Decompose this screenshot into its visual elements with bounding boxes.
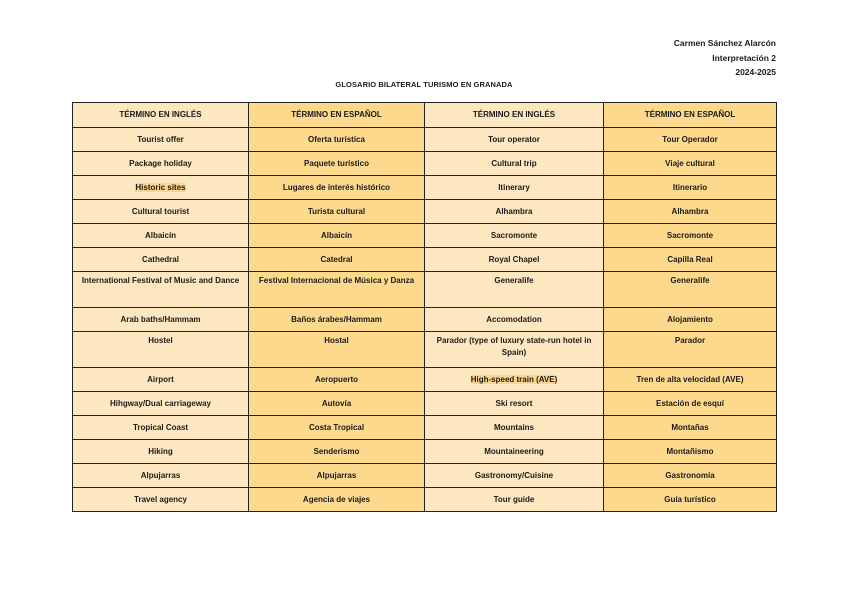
cell-spanish: Capilla Real xyxy=(604,248,777,272)
cell-english: Royal Chapel xyxy=(425,248,604,272)
cell-english: Tourist offer xyxy=(73,128,249,152)
header-spanish-2: TÉRMINO EN ESPAÑOL xyxy=(604,103,777,128)
cell-english: Parador (type of luxury state-run hotel in Spain) xyxy=(425,332,604,368)
cell-english: Generalife xyxy=(425,272,604,308)
cell-english: Alhambra xyxy=(425,200,604,224)
table-row xyxy=(73,272,777,308)
table-row xyxy=(73,488,777,512)
cell-english: International Festival of Music and Dance xyxy=(73,272,249,308)
table-row xyxy=(73,248,777,272)
header-spanish-1: TÉRMINO EN ESPAÑOL xyxy=(249,103,425,128)
cell-spanish: Festival Internacional de Música y Danza xyxy=(249,272,425,308)
cell-spanish: Sacromonte xyxy=(604,224,777,248)
highlighted-term: Historic sites xyxy=(135,182,186,192)
cell-english: Cultural tourist xyxy=(73,200,249,224)
cell-english xyxy=(425,368,604,392)
table-row xyxy=(73,464,777,488)
table-row xyxy=(73,308,777,332)
cell-spanish: Baños árabes/Hammam xyxy=(249,308,425,332)
header-english-2: TÉRMINO EN INGLÉS xyxy=(425,103,604,128)
cell-spanish: Estación de esquí xyxy=(604,392,777,416)
table-row xyxy=(73,440,777,464)
table-row xyxy=(73,176,777,200)
cell-spanish: Montañismo xyxy=(604,440,777,464)
cell-english: Mountaineering xyxy=(425,440,604,464)
cell-spanish: Albaicín xyxy=(249,224,425,248)
cell-english: Cathedral xyxy=(73,248,249,272)
cell-spanish: Autovía xyxy=(249,392,425,416)
header-row xyxy=(73,103,777,128)
cell-english xyxy=(73,176,249,200)
cell-english: Hihgway/Dual carriageway xyxy=(73,392,249,416)
table-row xyxy=(73,200,777,224)
cell-english: Hostel xyxy=(73,332,249,368)
cell-spanish: Senderismo xyxy=(249,440,425,464)
cell-english: Albaicín xyxy=(73,224,249,248)
cell-spanish: Alhambra xyxy=(604,200,777,224)
cell-english: Itinerary xyxy=(425,176,604,200)
cell-spanish: Oferta turística xyxy=(249,128,425,152)
cell-english: Ski resort xyxy=(425,392,604,416)
cell-spanish: Viaje cultural xyxy=(604,152,777,176)
table-row xyxy=(73,416,777,440)
table-row xyxy=(73,128,777,152)
highlighted-term: High-speed train (AVE) xyxy=(470,374,558,384)
cell-english: Airport xyxy=(73,368,249,392)
cell-english: Mountains xyxy=(425,416,604,440)
cell-spanish: Tour Operador xyxy=(604,128,777,152)
table-row xyxy=(73,368,777,392)
cell-english: Alpujarras xyxy=(73,464,249,488)
cell-spanish: Alojamiento xyxy=(604,308,777,332)
cell-spanish: Montañas xyxy=(604,416,777,440)
course-name: Interpretación 2 xyxy=(712,52,776,63)
cell-english: Arab baths/Hammam xyxy=(73,308,249,332)
cell-spanish: Itinerario xyxy=(604,176,777,200)
cell-spanish: Guía turístico xyxy=(604,488,777,512)
document-title: GLOSARIO BILATERAL TURISMO EN GRANADA xyxy=(335,80,513,89)
academic-year: 2024-2025 xyxy=(735,67,776,77)
cell-spanish: Tren de alta velocidad (AVE) xyxy=(604,368,777,392)
table-row xyxy=(73,332,777,368)
cell-spanish: Parador xyxy=(604,332,777,368)
cell-spanish: Aeropuerto xyxy=(249,368,425,392)
cell-english: Tour guide xyxy=(425,488,604,512)
cell-english: Sacromonte xyxy=(425,224,604,248)
cell-english: Travel agency xyxy=(73,488,249,512)
cell-english: Gastronomy/Cuisine xyxy=(425,464,604,488)
table-row xyxy=(73,224,777,248)
header-english-1: TÉRMINO EN INGLÉS xyxy=(73,103,249,128)
cell-english: Hiking xyxy=(73,440,249,464)
author-name: Carmen Sánchez Alarcón xyxy=(673,38,776,48)
cell-english: Accomodation xyxy=(425,308,604,332)
glossary-table xyxy=(72,102,777,512)
cell-spanish: Alpujarras xyxy=(249,464,425,488)
cell-english: Tropical Coast xyxy=(73,416,249,440)
cell-spanish: Hostal xyxy=(249,332,425,368)
cell-spanish: Turista cultural xyxy=(249,200,425,224)
table-row xyxy=(73,392,777,416)
cell-spanish: Gastronomía xyxy=(604,464,777,488)
author-header xyxy=(674,36,776,80)
cell-english: Tour operator xyxy=(425,128,604,152)
cell-spanish: Costa Tropical xyxy=(249,416,425,440)
cell-english: Package holiday xyxy=(73,152,249,176)
cell-spanish: Generalife xyxy=(604,272,777,308)
cell-spanish: Agencia de viajes xyxy=(249,488,425,512)
cell-english: Cultural trip xyxy=(425,152,604,176)
cell-spanish: Paquete turístico xyxy=(249,152,425,176)
table-row xyxy=(73,152,777,176)
cell-spanish: Catedral xyxy=(249,248,425,272)
cell-spanish: Lugares de interés histórico xyxy=(249,176,425,200)
